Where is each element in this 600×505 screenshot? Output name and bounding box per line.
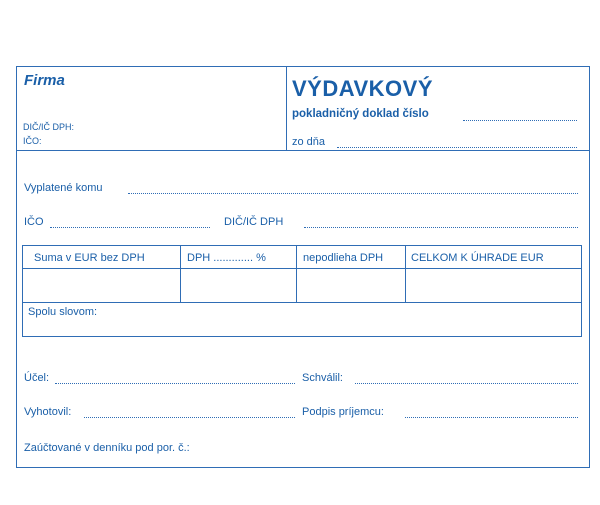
header-divider — [286, 67, 287, 150]
table-col-divider-2 — [296, 246, 297, 302]
col-not-subject-vat: nepodlieha DPH — [303, 252, 384, 264]
not-subject-cell[interactable] — [298, 270, 404, 301]
dic-ic-dph-label: DIČ/IČ DPH: — [23, 122, 75, 132]
doc-number-field[interactable] — [463, 120, 577, 121]
payee-dic-label: DIČ/IČ DPH — [224, 216, 284, 228]
payee-dic-field[interactable] — [304, 227, 578, 228]
firma-label: Firma — [24, 72, 65, 89]
payee-ico-field[interactable] — [50, 227, 210, 228]
recipient-sign-field[interactable] — [405, 417, 578, 418]
header-separator — [17, 150, 589, 151]
col-amount-without-vat: Suma v EUR bez DPH — [34, 252, 145, 264]
doc-number-label: pokladničný doklad číslo — [292, 108, 429, 120]
paid-to-label: Vyplatené komu — [24, 182, 103, 194]
total-cell[interactable] — [407, 270, 580, 301]
amount-cell[interactable] — [24, 270, 179, 301]
purpose-label: Účel: — [24, 372, 50, 384]
ico-header-label: IČO: — [23, 136, 42, 146]
paid-to-field[interactable] — [128, 193, 578, 194]
payee-ico-label: IČO — [24, 216, 44, 228]
date-field[interactable] — [337, 147, 577, 148]
vat-cell[interactable] — [182, 270, 295, 301]
approved-label: Schválil: — [302, 372, 343, 384]
table-col-divider-3 — [405, 246, 406, 302]
approved-field[interactable] — [355, 383, 578, 384]
journal-label: Zaúčtované v denníku pod por. č.: — [24, 442, 190, 454]
issued-label: Vyhotovil: — [24, 406, 72, 418]
issued-field[interactable] — [84, 417, 295, 418]
recipient-sign-label: Podpis príjemcu: — [302, 406, 384, 418]
table-header-line — [23, 268, 581, 269]
date-label: zo dňa — [292, 136, 326, 148]
spolu-slovom-label: Spolu slovom: — [28, 306, 98, 318]
table-body-line — [23, 302, 581, 303]
table-col-divider-1 — [180, 246, 181, 302]
col-vat-percent: DPH ............. % — [187, 252, 266, 264]
voucher-title: VÝDAVKOVÝ — [292, 76, 434, 101]
purpose-field[interactable] — [55, 383, 295, 384]
col-total-due: CELKOM K ÚHRADE EUR — [411, 252, 544, 264]
